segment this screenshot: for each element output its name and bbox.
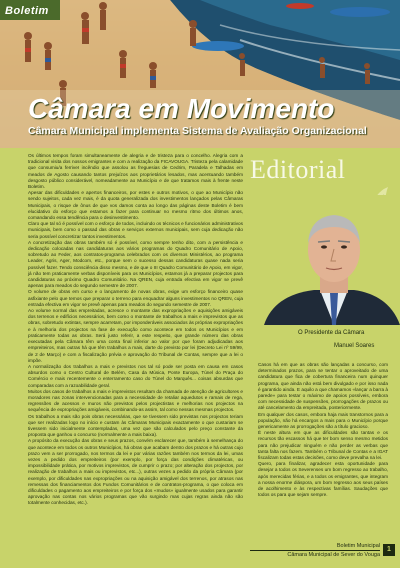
- main-text-column: [28, 153, 243, 507]
- portrait-image: [254, 195, 400, 325]
- portrait-caption-role: O Presidente da Câmara: [298, 330, 365, 336]
- paragraph: Os trabalhos a mais são pois obras necessárias, que se tivessem sido previstas nos projectos teriam que ser realizadas logo no início e custam às Câmaras Municipais exactamente o que custariam se tivessem sido inicialmente contempladas, uma vez que são calculados pelo preço constante da proposta que ganhou o concurso (normalmente a mais baixa).: [28, 413, 243, 438]
- issue-logo: Boletim: [5, 5, 49, 17]
- portrait-caption-name: Manuel Soares: [334, 343, 375, 349]
- side-text-column: [258, 362, 388, 498]
- paragraph: Ao volume normal das empreitadas, acresce o montante das expropriações e aquisições amigáveis dos terrenos e edifícios necessários, bem como o montante de trabalhos a mais e imprevistos que as obras, sobretudo extintas, sempre acarretam, por imponderáveis associados às próprias expropriações e à melhoria dos projectos na fase de execução como acontece em todos os Municípios e em praticamente todas as obras. Será justo referir, a este respeito, que grande número das obras executadas pela Câmara têm uma conta final inferior ao valor por que foram adjudicadas aos empreiteiros, mas outras há que têm trabalhos a mais, darte do previsto por lei (Decreto Lei nº 59/99, de 2 de Março) e com a fiscalização prévia e aprovação do Tribunal de Contas, sempre que a lei o impõe.: [28, 308, 243, 363]
- paragraph: A concretização das obras também só é possível, como sempre tenho dito, com a persistência e dedicação colocadas nas candidaturas aos vários programas do Quadro Comunitário de Apoio, sobretudo ao Feder, aos contratos-programa celebrados com os diversos Ministérios, ao programa Leader, Agris, Ager, Modcom, etc., porque sem o sucesso dessas candidaturas quase nada seria possível fazer. Tendo consciência disso mesmo, e de que o III Quadro Comunitário de Apoio, em vigor, já não tem praticamente verbas disponíveis para os Municípios, estamos já a preparar projectos para candidaturas ao próximo Quadro Comunitário. Na QREN, cuja entrada efectiva em vigor se prevê apenas para meados do segundo semestre de 2007.: [28, 239, 243, 289]
- paragraph: A propósito da execução das obras e seus prazos, convém esclarecer que, também à semelhança do que acontece em todos os outros Municípios, há obras que acabam dentro dos prazos e há outras cujo prazo vem a ser prorrogado, nos termos da lei e por várias razões também nos termos da lei, umas vezes a pedido dos empreiteiros (por exemplo, por força das condições climatéricas, ou impossibilidade prática, por motivos imprevistos, de cumprir o prazo; por alteração dos projectos, por realização de trabalhos a mais ou imprevistos, etc...), outras vezes a pedido da própria Câmara (por exemplo, por dificuldades nas expropriações ou na aquisição amigável dos terrenos, por atrasos nas remessas dos financiamentos dos Fundos Comunitários e de contratos-programa, o que coloca em dificuldades o pagamento aos empreiteiros e por força dos «mudos» igualmente usados para garantir aprovação nas contas nos vários programas que vão surgindo mas cujas regras ainda não são totalmente conhecidas, etc.).: [28, 438, 243, 506]
- editorial-heading: Editorial: [250, 155, 346, 184]
- paragraph: Apesar das dificuldades e apertos financeiros, por estes e outros motivos, o que ao Município não sendo sujeitos, cada vez mais, é da quota generalizada dos investimentos lançados pelas Câmaras Municipais, o risque de ônus de que vos damos conta ao longo das páginas deste Boletim é bem elucidativo do esforço que estamos a fazer para continuar no mesmo ritmo dos últimos anos, comandando essa tendência para o desinvestimento.: [28, 190, 243, 221]
- president-portrait: [254, 195, 400, 325]
- paragraph: A normalização dos trabalhos a mais e previstos nos tal só pode ser posta em causa em casos absurdos como o Centro Cultural de Belém, Casa da Música, Ponte Europa, Túnel do Praça do Comércio e mais recentemente o enterramento caso do Túnel do Marquês... coisas absurdas que comparadas com a razoabilidade geral.: [28, 363, 243, 388]
- paragraph: Claro que tal só é possível com o esforço de todos, incluindo os técnicos e funcionários administrativos municipais, bem como o passad das obras e serviços externos municipais, sem cuja dedicação não seria possível concretizar tantos investimentos.: [28, 221, 243, 239]
- page-subtitle: Câmara Municipal implementa Sistema de Avaliação Organizacional: [28, 125, 367, 137]
- footer-publisher: Câmara Municipal de Sever do Vouga: [250, 550, 380, 558]
- paragraph: Em qualquer dos casos, embora haja mais transtornos para a população, não há encargos a mais para o Município porque genericamente as prorrogações são a título gracioso.: [258, 411, 388, 430]
- page-title: Câmara em Movimento: [28, 93, 335, 124]
- paragraph: Quero, para finalizar, agradecer esta oportunidade para desejar a todos os Severenses um bom regresso ao trabalho, após merecidas férias, e a todos os emigrantes, que integram a nossa enorme diáspora, um bom regresso aos seus países de acolhimento e às respectivas famílias. Saudações que todos os para que sejam sempre.: [258, 461, 388, 498]
- page-footer: [250, 543, 380, 558]
- paragraph: O volume de obras em curso e o lançamento de novas obras, exige um esforço financeiro quase asfixiante pelo que temos que preparar o terreno para enquadrar alguns investimentos no QREN, cuja entrada efectiva em vigor se prevê apenas para meados do segundo semestre de 2007.: [28, 289, 243, 307]
- paragraph: Muitos dos casos de trabalhos a mais e imprevistos resultam da chamada de atenção de agricultores e moradores nas zonas intervencionadas para a necessidade de retaliar aquedutos e ramais de rega, regressões de acessos e muros não previstos pelos projectistas e melhorias nos projectos na sequência de expropriações amigáveis, combinando-as assim, tal como nessas mesmas projectos.: [28, 388, 243, 413]
- footer-publication: Boletim Municipal: [336, 543, 380, 549]
- paragraph: Casos há em que as obras são lançadas a concurso, com determinados prazos, para se tentar o aproveitado de uma candidatura que fica de cobertura financeira num quinquer programa, que ainda não está bem divulgado e por isso nada é garantido ainda. E aquilo a que chamamos «lançar a barra à parede» para testar o máximo de apoios possíveis, embora com necessidade de suspensões, prorrogações de prazos ou até cancelamento da empreitada, posteriormente.: [258, 362, 388, 411]
- paragraph: Os últimos tempos foram simultaneamente de alegria e de tristeza para o concelho. Alegria com a tradicional visita dos nossos emigrantes e com a realização da FICAVOUGA. Tristeza pela calamidade que consumiu/a ferriveI incêndio que assolou as freguesias de Cedrim, Paradela e Talhadas em meados de Agosto causando tantos prejuízos aos proprietários lesados, mas acentuando também desgosto público considerável, nomeadamente ao Município e de que tratamos mais à frente neste Boletim.: [28, 153, 243, 190]
- paragraph: É neste altura em que as dificuldades são tantas e os recursos tão escassos há que ter bom senso mesmo metidos para não prejudicar ninguém e não perder as verbas que tanta falta nos fazem. Também o Tribunal de Contas e a IGAT fiscalizam todas estas decisões, como deve prevalha na lei.: [258, 430, 388, 461]
- page-number: 1: [383, 544, 395, 556]
